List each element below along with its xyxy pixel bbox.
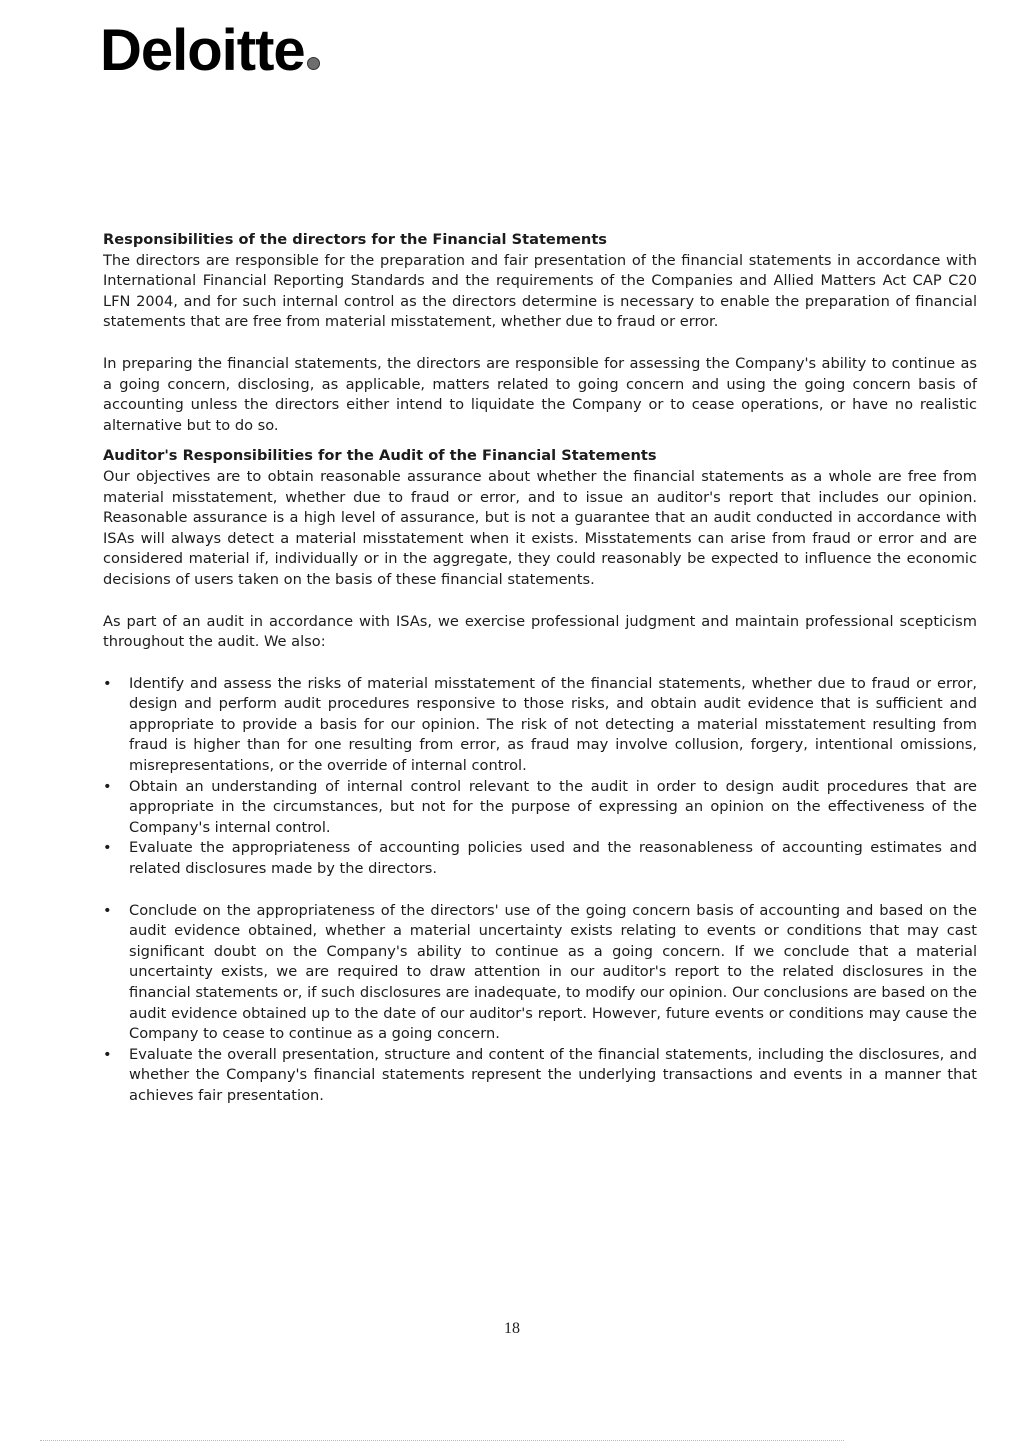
bullet-icon: • — [103, 674, 112, 692]
audit-procedures-list — [103, 674, 977, 1107]
list-item — [103, 838, 977, 879]
paragraph-going-concern: In preparing the financial statements, the directors are responsible for assessing the Company's ability to continue as a going concern, disclosing, as applicable, matters related to going concern and using the going concern basis of accounting unless the directors either intend to liquidate the Company or to cease operations, or have no realistic alternative but to do so. — [103, 354, 977, 434]
bullet-icon: • — [103, 839, 112, 857]
list-item-text: Conclude on the appropriateness of the directors' use of the going concern basis of accounting and based on the audit evidence obtained, whether a material uncertainty exists relating to events or conditions that may cast significant doubt on the Company's ability to continue as a going concern. If we conclude that a material uncertainty exists, we are required to draw attention in our auditor's report to the related disclosures in the financial statements or, if such disclosures are inadequate, to modify our opinion. Our conclusions are based on the audit evidence obtained up to the date of our auditor's report. However, future events or conditions may cause the Company to cease to continue as a going concern. — [129, 901, 977, 1043]
section-heading-directors: Responsibilities of the directors for the Financial Statements — [103, 231, 607, 248]
paragraph-directors-responsibility: The directors are responsible for the preparation and fair presentation of the financial statements in accordance with International Financial Reporting Standards and the requirements of the Companies and Allied Matters Act CAP C20 LFN 2004, and for such internal control as the directors determine is necessary to enable the preparation of financial statements that are free from material misstatement, whether due to fraud or error. — [103, 251, 977, 331]
logo-text: Deloitte — [100, 18, 305, 83]
document-body — [103, 230, 977, 1107]
page-number: 18 — [504, 1320, 520, 1337]
list-item-text: Evaluate the overall presentation, structure and content of the financial statements, including the disclosures, and whether the Company's financial statements represent the underlying transactions and events in a manner that achieves fair presentation. — [129, 1045, 977, 1104]
deloitte-logo — [100, 18, 320, 83]
list-item-text: Identify and assess the risks of material misstatement of the financial statements, whether due to fraud or error, design and perform audit procedures responsive to those risks, and obtain audit evidence that is sufficient and appropriate to provide a basis for our opinion. The risk of not detecting a material misstatement resulting from fraud is higher than for one resulting from error, as fraud may involve collusion, forgery, intentional omissions, misrepresentations, or the override of internal control. — [129, 674, 977, 775]
bullet-icon: • — [103, 1045, 112, 1063]
list-item-text: Obtain an understanding of internal control relevant to the audit in order to design audit procedures that are appropriate in the circumstances, but not for the purpose of expressing an opinion on the effectiveness of the Company's internal control. — [129, 777, 977, 836]
logo-dot-icon — [307, 57, 320, 70]
list-item — [103, 901, 977, 1045]
bottom-divider — [40, 1440, 844, 1441]
section-heading-auditor: Auditor's Responsibilities for the Audit of the Financial Statements — [103, 447, 657, 465]
paragraph-auditor-objectives: Our objectives are to obtain reasonable assurance about whether the financial statements as a whole are free from material misstatement, whether due to fraud or error, and to issue an auditor's report that includes our opinion. Reasonable assurance is a high level of assurance, but is not a guarantee that an audit conducted in accordance with ISAs will always detect a material misstatement when it exists. Misstatements can arise from fraud or error and are considered material if, individually or in the aggregate, they could reasonably be expected to influence the economic decisions of users taken on the basis of these financial statements. — [103, 467, 977, 588]
list-item — [103, 1045, 977, 1107]
list-item — [103, 777, 977, 839]
bullet-icon: • — [103, 777, 112, 795]
bullet-icon: • — [103, 901, 112, 919]
list-item-text: Evaluate the appropriateness of accounting policies used and the reasonableness of accounting estimates and related disclosures made by the directors. — [129, 839, 977, 878]
paragraph-audit-approach: As part of an audit in accordance with ISAs, we exercise professional judgment and maintain professional scepticism throughout the audit. We also: — [103, 612, 977, 651]
list-item — [103, 674, 977, 777]
